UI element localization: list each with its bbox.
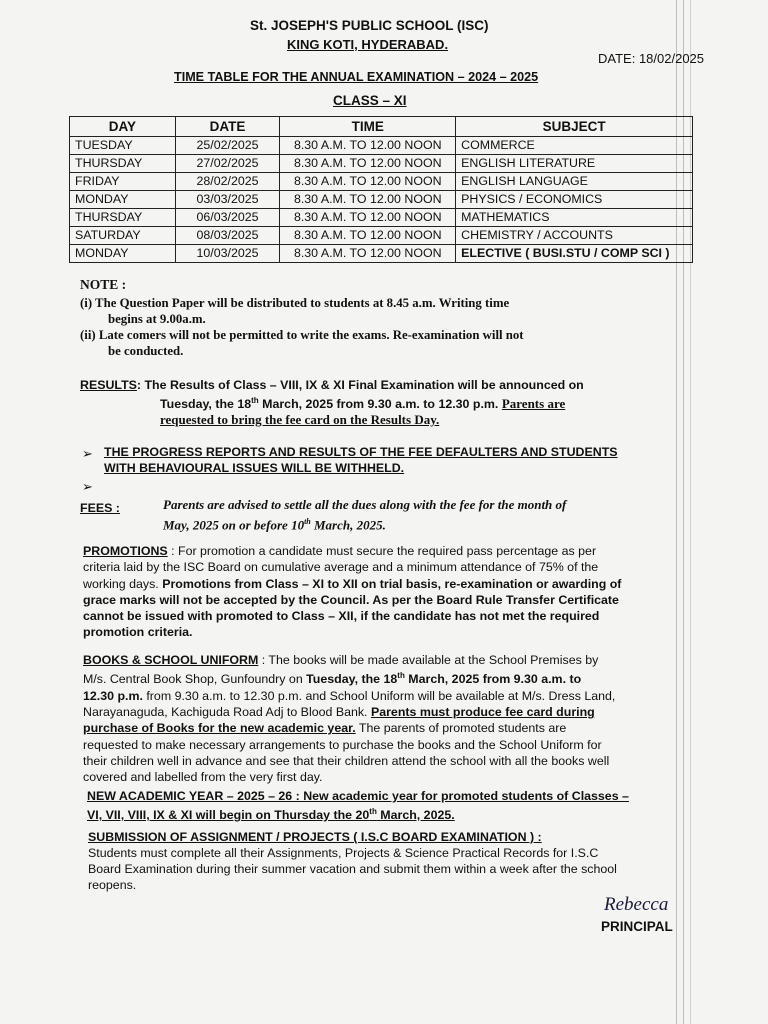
- cell-date: 25/02/2025: [175, 137, 280, 155]
- cell-date: 08/03/2025: [175, 227, 280, 245]
- table-row: [70, 191, 693, 209]
- books-line: covered and labelled from the very first day.: [83, 770, 323, 785]
- fees-section: [163, 496, 566, 533]
- assignment-line: Board Examination during their summer vacation and submit them within a week after the school: [88, 862, 617, 876]
- bullet-arrow: ➢: [82, 446, 93, 461]
- date-line: [598, 51, 704, 66]
- assignment-section: [88, 829, 617, 893]
- cell-day: THURSDAY: [70, 209, 176, 227]
- note-section: [80, 295, 524, 359]
- promotions-line: cannot be issued with promoted to Class – XII, if the candidate has not met the required: [83, 609, 600, 624]
- withheld-line: THE PROGRESS REPORTS AND RESULTS OF THE FEE DEFAULTERS AND STUDENTS: [104, 445, 618, 459]
- promotions-label: PROMOTIONS: [83, 544, 168, 558]
- promotions-section: [83, 543, 621, 641]
- books-line: their children well in advance and see that their children attend the school with all the books well: [83, 753, 610, 768]
- books-line: : The books will be made available at the School Premises by: [258, 653, 599, 667]
- fees-line: March, 2025.: [310, 517, 386, 533]
- fees-line: Parents are advised to settle all the dues along with the fee for the month of: [163, 497, 567, 512]
- date-label: DATE:: [598, 51, 636, 66]
- cell-day: MONDAY: [70, 191, 176, 209]
- document-title: TIME TABLE FOR THE ANNUAL EXAMINATION – 2024 – 2025: [174, 70, 539, 84]
- note-item-2-line: (ii) Late comers will not be permitted to write the exams. Re-examination will not: [80, 328, 524, 342]
- table-row: [70, 173, 693, 191]
- books-line: 12.30 p.m.: [83, 688, 143, 703]
- academic-year-line: VI, VII, VIII, IX & XI will begin on Thursday the 20: [87, 808, 370, 823]
- withheld-line: WITH BEHAVIOURAL ISSUES WILL BE WITHHELD.: [104, 461, 405, 475]
- cell-subject: MATHEMATICS: [456, 209, 693, 227]
- table-row: [70, 155, 693, 173]
- cell-subject: ELECTIVE ( BUSI.STU / COMP SCI ): [456, 245, 693, 263]
- assignment-heading: SUBMISSION OF ASSIGNMENT / PROJECTS ( I.S.C BOARD EXAMINATION ) :: [88, 830, 542, 844]
- promotions-line: Promotions from Class – XI to XII on trial basis, re-examination or awarding of: [162, 576, 622, 591]
- column-header-day: DAY: [70, 117, 176, 137]
- academic-year-line: March, 2025.: [376, 808, 455, 823]
- school-address: KING KOTI, HYDERABAD.: [287, 37, 449, 52]
- results-line: Parents are: [501, 396, 566, 412]
- books-line: requested to make necessary arrangements to purchase the books and the School Uniform for: [83, 737, 602, 752]
- cell-day: FRIDAY: [70, 173, 176, 191]
- cell-time: 8.30 A.M. TO 12.00 NOON: [280, 209, 456, 227]
- date-value: 18/02/2025: [638, 51, 705, 66]
- books-line: Parents must produce fee card during: [370, 705, 595, 720]
- assignment-line: Students must complete all their Assignments, Projects & Science Practical Records for I.S.C: [88, 846, 599, 860]
- cell-day: TUESDAY: [70, 137, 176, 155]
- promotions-line: promotion criteria.: [83, 625, 193, 640]
- books-uniform-section: [83, 652, 615, 786]
- note-heading: NOTE :: [80, 277, 127, 292]
- table-row: [70, 245, 693, 263]
- cell-date: 28/02/2025: [175, 173, 280, 191]
- results-line: Tuesday, the 18: [160, 397, 252, 412]
- fees-line: May, 2025 on or before 10: [163, 517, 305, 533]
- books-line: The parents of promoted students are: [355, 721, 567, 736]
- promotions-line: grace marks will not be accepted by the Council. As per the Board Rule Transfer Certificate: [83, 592, 619, 607]
- cell-time: 8.30 A.M. TO 12.00 NOON: [280, 191, 456, 209]
- books-line: from 9.30 a.m. to 12.30 p.m. and School Uniform will be available at M/s. Dress Land,: [142, 688, 616, 703]
- promotions-line: working days.: [83, 576, 163, 591]
- superscript: th: [397, 671, 405, 681]
- results-line: requested to bring the fee card on the Results Day.: [160, 412, 440, 428]
- cell-subject: ENGLISH LITERATURE: [456, 155, 693, 173]
- principal-title: PRINCIPAL: [601, 919, 673, 934]
- table-row: [70, 137, 693, 155]
- results-line: March, 2025 from 9.30 a.m. to 12.30 p.m.: [258, 397, 499, 412]
- cell-time: 8.30 A.M. TO 12.00 NOON: [280, 173, 456, 191]
- cell-date: 27/02/2025: [175, 155, 280, 173]
- cell-time: 8.30 A.M. TO 12.00 NOON: [280, 155, 456, 173]
- class-label: CLASS – XI: [333, 93, 407, 108]
- principal-signature: Rebecca: [604, 894, 669, 915]
- results-section: [80, 377, 584, 428]
- fees-label: FEES :: [80, 501, 120, 515]
- assignment-line: reopens.: [88, 878, 137, 892]
- superscript: th: [369, 807, 377, 816]
- cell-date: 10/03/2025: [175, 245, 280, 263]
- superscript: th: [304, 517, 311, 526]
- table-row: [70, 209, 693, 227]
- cell-day: SATURDAY: [70, 227, 176, 245]
- cell-day: MONDAY: [70, 245, 176, 263]
- cell-time: 8.30 A.M. TO 12.00 NOON: [280, 227, 456, 245]
- books-line: purchase of Books for the new academic year.: [83, 721, 356, 736]
- column-header-time: TIME: [280, 117, 456, 137]
- table-row: [70, 227, 693, 245]
- books-line: March, 2025 from 9.30 a.m. to: [404, 672, 582, 687]
- cell-subject: COMMERCE: [456, 137, 693, 155]
- cell-subject: ENGLISH LANGUAGE: [456, 173, 693, 191]
- cell-subject: CHEMISTRY / ACCOUNTS: [456, 227, 693, 245]
- note-item-1-line: begins at 9.00a.m.: [108, 312, 206, 326]
- cell-subject: PHYSICS / ECONOMICS: [456, 191, 693, 209]
- academic-year-line: NEW ACADEMIC YEAR – 2025 – 26 : New academic year for promoted students of Classes –: [87, 789, 629, 803]
- bullet-arrow: ➢: [82, 479, 93, 494]
- promotions-line: : For promotion a candidate must secure the required pass percentage as per: [167, 544, 597, 558]
- books-line: M/s. Central Book Shop, Gunfoundry on: [83, 672, 307, 687]
- cell-time: 8.30 A.M. TO 12.00 NOON: [280, 137, 456, 155]
- results-label: RESULTS: [80, 378, 137, 392]
- cell-date: 06/03/2025: [175, 209, 280, 227]
- cell-time: 8.30 A.M. TO 12.00 NOON: [280, 245, 456, 263]
- table-header-row: [70, 117, 693, 137]
- cell-date: 03/03/2025: [175, 191, 280, 209]
- cell-day: THURSDAY: [70, 155, 176, 173]
- books-line: Narayanaguda, Kachiguda Road Adj to Blood Bank.: [83, 705, 371, 720]
- promotions-line: criteria laid by the ISC Board on cumulative average and a minimum attendance of 75% of the: [83, 560, 599, 575]
- books-line: Tuesday, the 18: [306, 672, 398, 687]
- results-line: : The Results of Class – VIII, IX & XI Final Examination will be announced on: [136, 378, 584, 392]
- column-header-subject: SUBJECT: [456, 117, 693, 137]
- school-name: St. JOSEPH'S PUBLIC SCHOOL (ISC): [250, 18, 489, 33]
- academic-year-section: [87, 788, 629, 823]
- superscript: th: [251, 396, 259, 405]
- note-item-1-line: (i) The Question Paper will be distributed to students at 8.45 a.m. Writing time: [80, 296, 510, 310]
- column-header-date: DATE: [175, 117, 280, 137]
- withheld-notice: [104, 444, 618, 476]
- exam-timetable: [69, 116, 693, 263]
- note-item-2-line: be conducted.: [108, 344, 184, 358]
- books-label: BOOKS & SCHOOL UNIFORM: [83, 653, 259, 667]
